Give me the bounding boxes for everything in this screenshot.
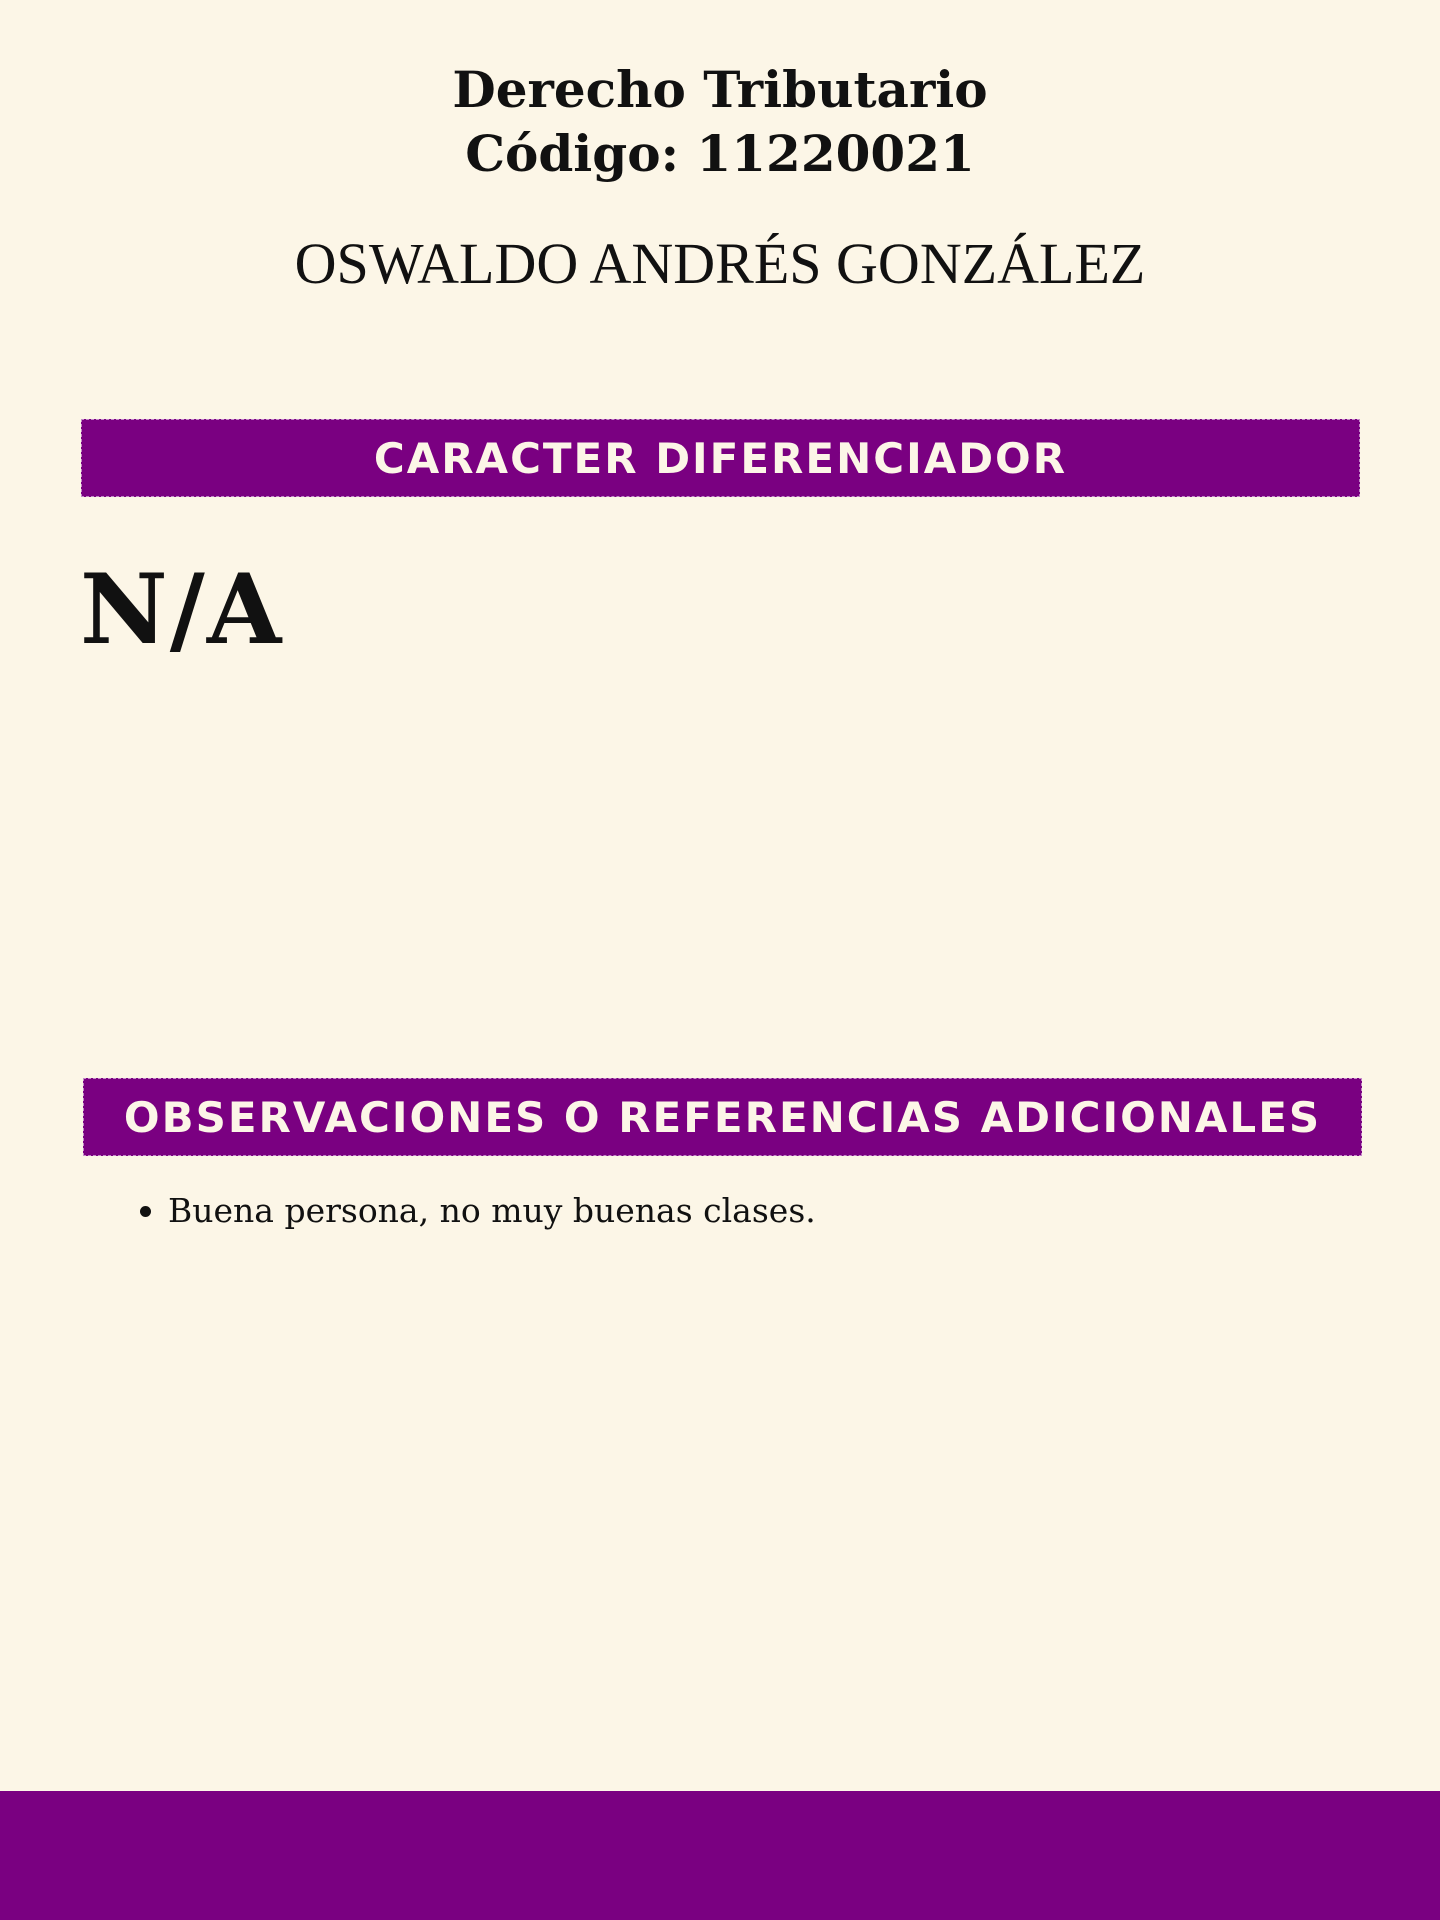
professor-name: OSWALDO ANDRÉS GONZÁLEZ — [294, 231, 1146, 296]
list-item — [140, 1186, 816, 1236]
differentiator-section-title: CARACTER DIFERENCIADOR — [373, 433, 1068, 483]
observation-text: Buena persona, no muy buenas clases. — [168, 1191, 816, 1230]
observations-section-title: OBSERVACIONES O REFERENCIAS ADICIONALES — [123, 1092, 1322, 1142]
footer-band — [0, 1791, 1440, 1920]
bullet-icon — [140, 1206, 151, 1217]
observations-section-header — [83, 1078, 1362, 1156]
course-name: Derecho Tributario — [452, 60, 988, 119]
differentiator-section-header — [81, 419, 1360, 497]
observations-list — [140, 1186, 816, 1236]
course-title-block — [0, 58, 1440, 186]
course-code: Código: 11220021 — [465, 124, 975, 183]
differentiator-value: N/A — [80, 553, 284, 666]
